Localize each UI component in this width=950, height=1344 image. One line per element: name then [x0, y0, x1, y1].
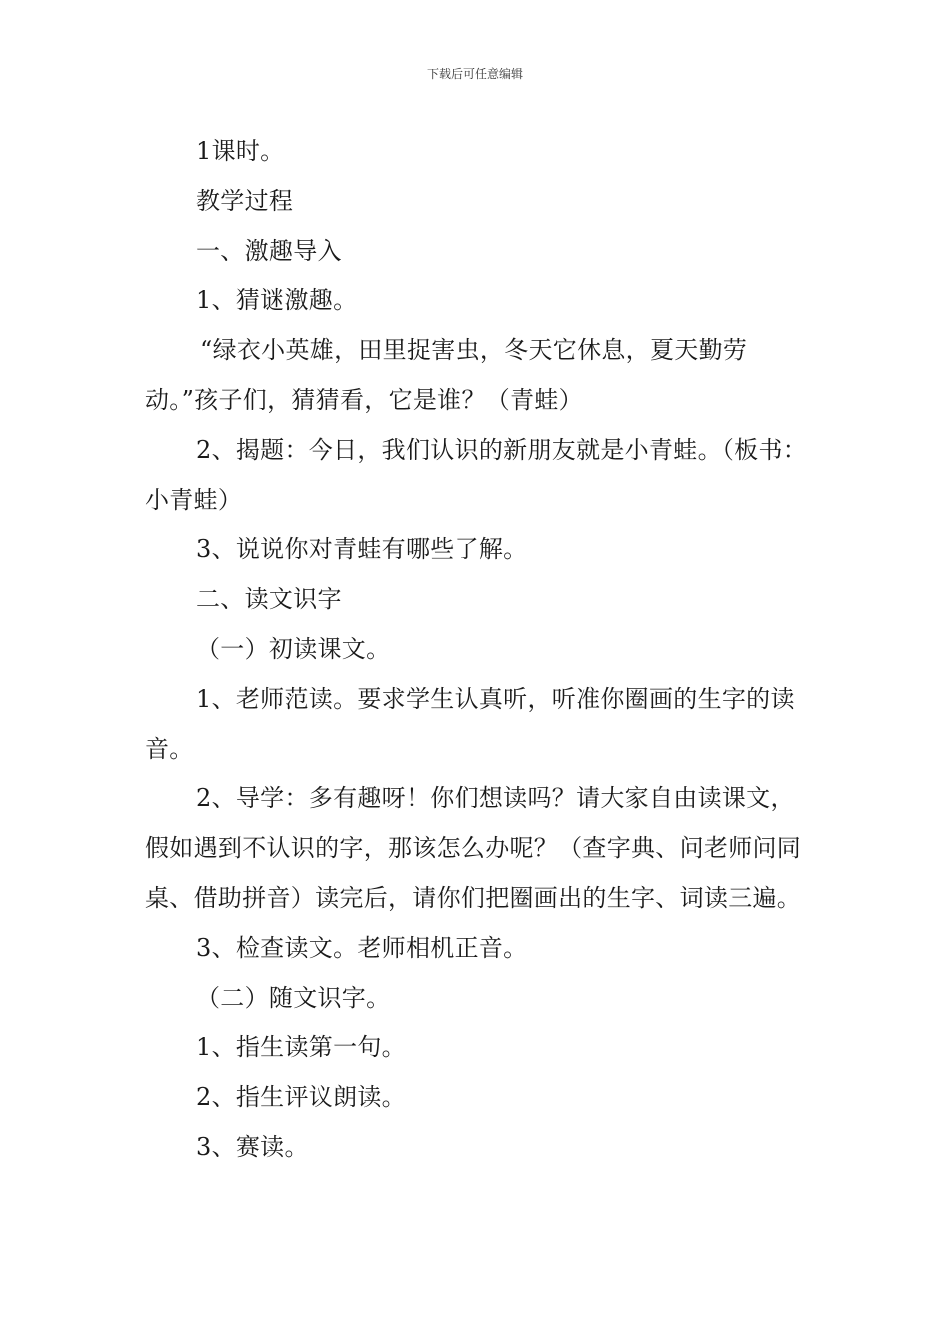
- heading-section-two: 二、读文识字: [196, 585, 342, 614]
- page-header: 下载后可任意编辑: [426, 67, 523, 81]
- heading-section-one: 一、激趣导入: [196, 236, 342, 265]
- paragraph-read-first-sentence: 1、指生读第一句。: [196, 1033, 406, 1062]
- paragraph-check-reading: 3、检查读文。老师相机正音。: [196, 933, 528, 962]
- heading-teaching-process: 教学过程: [196, 186, 294, 215]
- paragraph-teacher-reading: 1、老师范读。要求学生认真听，听准你圈画的生字的读音。: [145, 684, 795, 763]
- paragraph-reading-contest: 3、赛读。: [196, 1132, 309, 1161]
- paragraph-riddle-text: “绿衣小英雄，田里捉害虫，冬天它休息，夏天勤劳动。”孩子们，猜猜看，它是谁？（青蛙）: [145, 336, 748, 414]
- subheading-character-learning: （二）随文识字。: [196, 983, 391, 1012]
- paragraph-riddle: 1、猜谜激趣。: [196, 286, 358, 315]
- paragraph-discuss-frog: 3、说说你对青蛙有哪些了解。: [196, 535, 528, 564]
- paragraph-reveal-title: 2、揭题：今日，我们认识的新朋友就是小青蛙。（板书：小青蛙）: [145, 435, 808, 514]
- document-body: [145, 127, 815, 1173]
- paragraph-evaluate-reading: 2、指生评议朗读。: [196, 1083, 406, 1112]
- paragraph-guided-reading: 2、导学：多有趣呀！你们想读吗？请大家自由读课文，假如遇到不认识的字，那该怎么办呢？（查字典、问老师问同桌、借助拼音）读完后，请你们把圈画出的生字、词读三遍。: [145, 784, 802, 912]
- subheading-first-reading: （一）初读课文。: [196, 634, 391, 663]
- paragraph-lesson-hours: 1课时。: [196, 137, 285, 165]
